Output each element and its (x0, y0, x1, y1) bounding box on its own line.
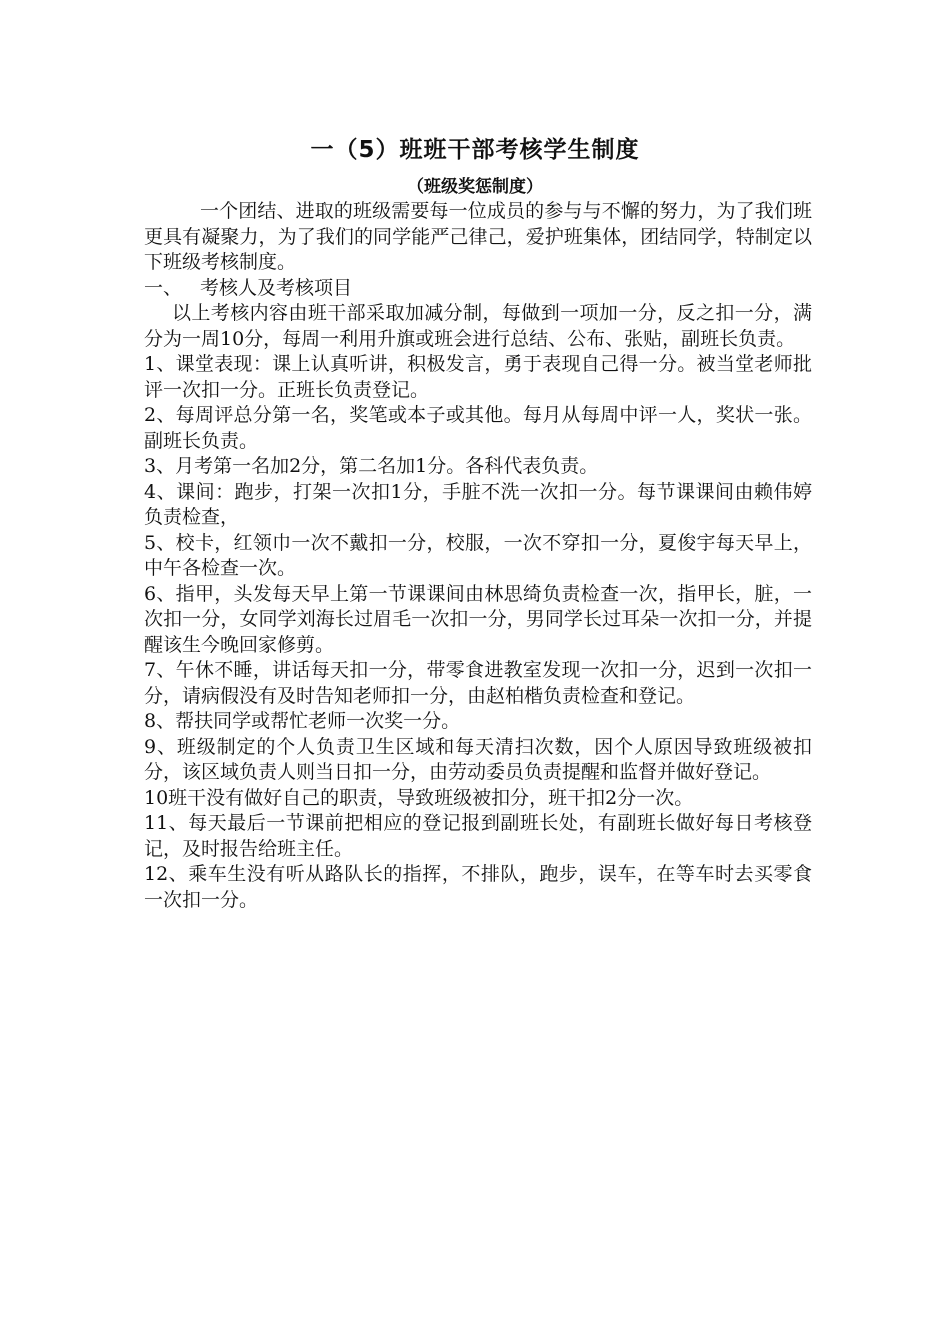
intro-paragraph: 一个团结、进取的班级需要每一位成员的参与与不懈的努力，为了我们班更具有凝聚力，为了我们的同学能严己律己，爱护班集体，团结同学，特制定以下班级考核制度。 (144, 200, 812, 273)
rule-item: 6、指甲，头发每天早上第一节课课间由林思绮负责检查一次，指甲长，脏，一次扣一分，女同学刘海长过眉毛一次扣一分，男同学长过耳朵一次扣一分，并提醒该生今晚回家修剪。 (144, 582, 812, 656)
rule-item: 8、帮扶同学或帮忙老师一次奖一分。 (144, 710, 461, 732)
section-heading-text: 考核人及考核项目 (200, 276, 353, 299)
document-title: 一（5）班班干部考核学生制度 (310, 137, 640, 163)
rule-item: 12、乘车生没有听从路队长的指挥，不排队，跑步，误车，在等车时去买零食一次扣一分。 (144, 863, 812, 911)
rule-item: 2、每周评总分第一名，奖笔或本子或其他。每月从每周中评一人，奖状一张。副班长负责。 (144, 404, 812, 452)
document-body (144, 199, 812, 913)
document-subtitle: （班级奖惩制度） (407, 177, 543, 197)
rule-item: 10班干没有做好自己的职责，导致班级被扣分，班干扣2分一次。 (144, 786, 694, 809)
rule-item: 5、校卡，红领巾一次不戴扣一分，校服，一次不穿扣一分，夏俊宇每天早上，中午各检查一次。 (144, 531, 812, 579)
rule-item: 3、月考第一名加2分，第二名加1分。各科代表负责。 (144, 455, 599, 477)
rule-item: 7、午休不睡，讲话每天扣一分，带零食进教室发现一次扣一分，迟到一次扣一分，请病假没有及时告知老师扣一分，由赵柏楷负责检查和登记。 (144, 659, 812, 707)
rule-item: 4、课间：跑步，打架一次扣1分，手脏不洗一次扣一分。每节课课间由赖伟婷负责检查， (144, 480, 812, 528)
rule-item: 11、每天最后一节课前把相应的登记报到副班长处，有副班长做好每日考核登记，及时报告给班主任。 (144, 812, 812, 860)
section-intro-paragraph: 以上考核内容由班干部采取加减分制，每做到一项加一分，反之扣一分，满分为一周10分，每周一利用升旗或班会进行总结、公布、张贴，副班长负责。 (144, 302, 812, 350)
section-heading (144, 276, 812, 302)
rule-item: 9、班级制定的个人负责卫生区域和每天清扫次数，因个人原因导致班级被扣分，该区域负责人则当日扣一分，由劳动委员负责提醒和监督并做好登记。 (144, 735, 812, 783)
section-number: 一、 (144, 276, 183, 299)
rule-item: 1、课堂表现：课上认真听讲，积极发言，勇于表现自己得一分。被当堂老师批评一次扣一分。正班长负责登记。 (144, 353, 812, 401)
